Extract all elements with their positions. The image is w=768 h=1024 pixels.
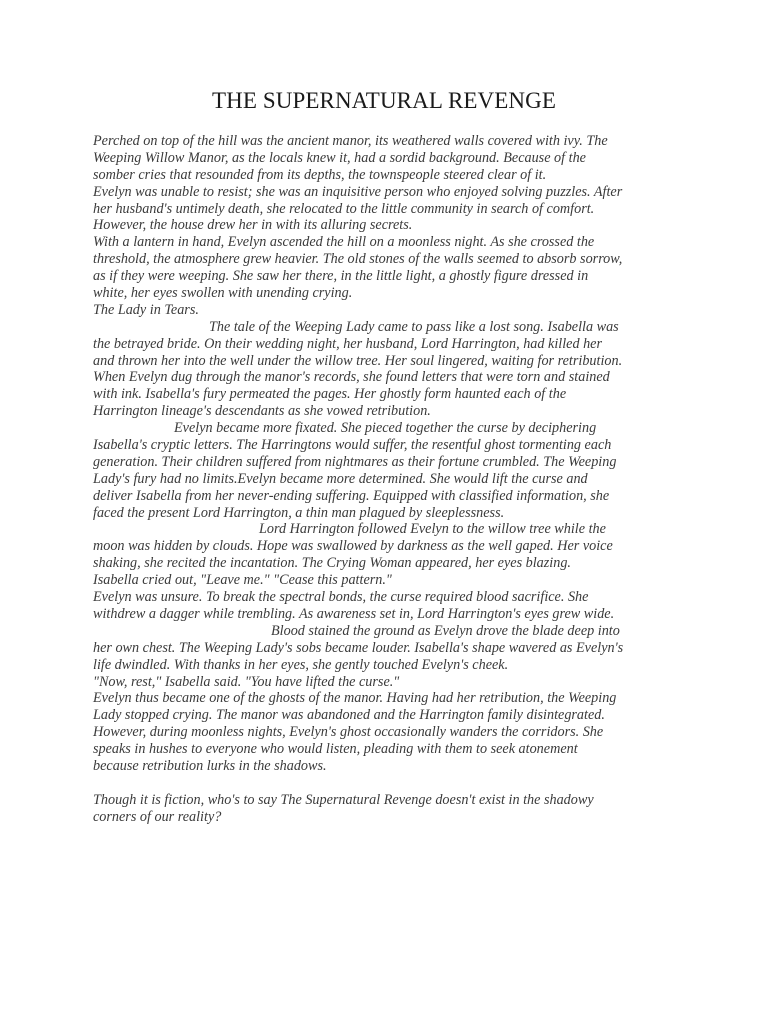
story-line: Harrington lineage's descendants as she vowed retribution. — [93, 403, 431, 420]
story-line: shaking, she recited the incantation. The Crying Woman appeared, her eyes blazing. — [93, 555, 571, 572]
story-line: faced the present Lord Harrington, a thin man plagued by sleeplessness. — [93, 504, 505, 521]
story-line: white, her eyes swollen with unending crying. — [93, 285, 353, 302]
story-line: generation. Their children suffered from nightmares as their fortune crumbled. The Weeping — [93, 453, 617, 470]
story-line: Blood stained the ground as Evelyn drove the blade deep into — [271, 622, 620, 639]
story-line: The tale of the Weeping Lady came to pass like a lost song. Isabella was — [209, 318, 619, 335]
story-line: life dwindled. With thanks in her eyes, she gently touched Evelyn's cheek. — [93, 656, 509, 673]
story-line: the betrayed bride. On their wedding night, her husband, Lord Harrington, had killed her — [93, 335, 603, 352]
story-line: Isabella's cryptic letters. The Harringtons would suffer, the resentful ghost tormenting each — [93, 437, 612, 454]
story-line: Evelyn was unable to resist; she was an inquisitive person who enjoyed solving puzzles. After — [93, 183, 623, 200]
story-line: deliver Isabella from her never-ending suffering. Equipped with classified information, she — [93, 487, 610, 504]
story-line: her husband's untimely death, she relocated to the little community in search of comfort. — [93, 200, 595, 217]
story-line: "Now, rest," Isabella said. "You have lifted the curse." — [93, 673, 400, 690]
story-line: and thrown her into the well under the willow tree. Her soul lingered, waiting for retribution. — [93, 352, 623, 369]
story-line: Evelyn was unsure. To break the spectral bonds, the curse required blood sacrifice. She — [93, 589, 589, 606]
story-line — [93, 775, 683, 792]
story-line: Lady stopped crying. The manor was abandoned and the Harrington family disintegrated. — [93, 707, 605, 724]
story-line: Perched on top of the hill was the ancient manor, its weathered walls covered with ivy. The — [93, 133, 608, 149]
story-line: corners of our reality? — [93, 808, 222, 825]
story-line: Lady's fury had no limits.Evelyn became more determined. She would lift the curse and — [93, 470, 588, 487]
story-line: Evelyn thus became one of the ghosts of the manor. Having had her retribution, the Weeping — [93, 690, 617, 707]
story-line: because retribution lurks in the shadows. — [93, 757, 327, 774]
story-line: somber cries that resounded from its depths, the townspeople steered clear of it. — [93, 166, 547, 183]
document-title: THE SUPERNATURAL REVENGE — [212, 88, 556, 113]
story-line: moon was hidden by clouds. Hope was swallowed by darkness as the well gaped. Her voice — [93, 538, 613, 555]
story-line: However, the house drew her in with its alluring secrets. — [93, 217, 413, 234]
story-line: With a lantern in hand, Evelyn ascended the hill on a moonless night. As she crossed the — [93, 234, 595, 251]
story-line: Isabella cried out, "Leave me." "Cease this pattern." — [93, 572, 392, 589]
story-line: with ink. Isabella's fury permeated the pages. Her ghostly form haunted each of the — [93, 386, 567, 403]
story-line: However, during moonless nights, Evelyn's ghost occasionally wanders the corridors. She — [93, 724, 604, 741]
story-line: Though it is fiction, who's to say The Supernatural Revenge doesn't exist in the shadowy — [93, 791, 594, 808]
story-line: her own chest. The Weeping Lady's sobs became louder. Isabella's shape wavered as Evelyn's — [93, 639, 624, 656]
story-body — [93, 133, 683, 826]
story-line: Lord Harrington followed Evelyn to the willow tree while the — [259, 521, 606, 538]
story-line: as if they were weeping. She saw her there, in the little light, a ghostly figure dressed in — [93, 268, 589, 285]
story-line: When Evelyn dug through the manor's records, she found letters that were torn and stained — [93, 369, 610, 386]
story-line: Evelyn became more fixated. She pieced together the curse by deciphering — [174, 420, 597, 437]
story-line: threshold, the atmosphere grew heavier. The old stones of the walls seemed to absorb sorrow, — [93, 251, 623, 268]
story-line: speaks in hushes to everyone who would listen, pleading with them to seek atonement — [93, 741, 578, 758]
story-line: Weeping Willow Manor, as the locals knew it, had a sordid background. Because of the — [93, 149, 586, 166]
story-line: The Lady in Tears. — [93, 301, 199, 318]
story-line: withdrew a dagger while trembling. As awareness set in, Lord Harrington's eyes grew wide. — [93, 605, 615, 622]
